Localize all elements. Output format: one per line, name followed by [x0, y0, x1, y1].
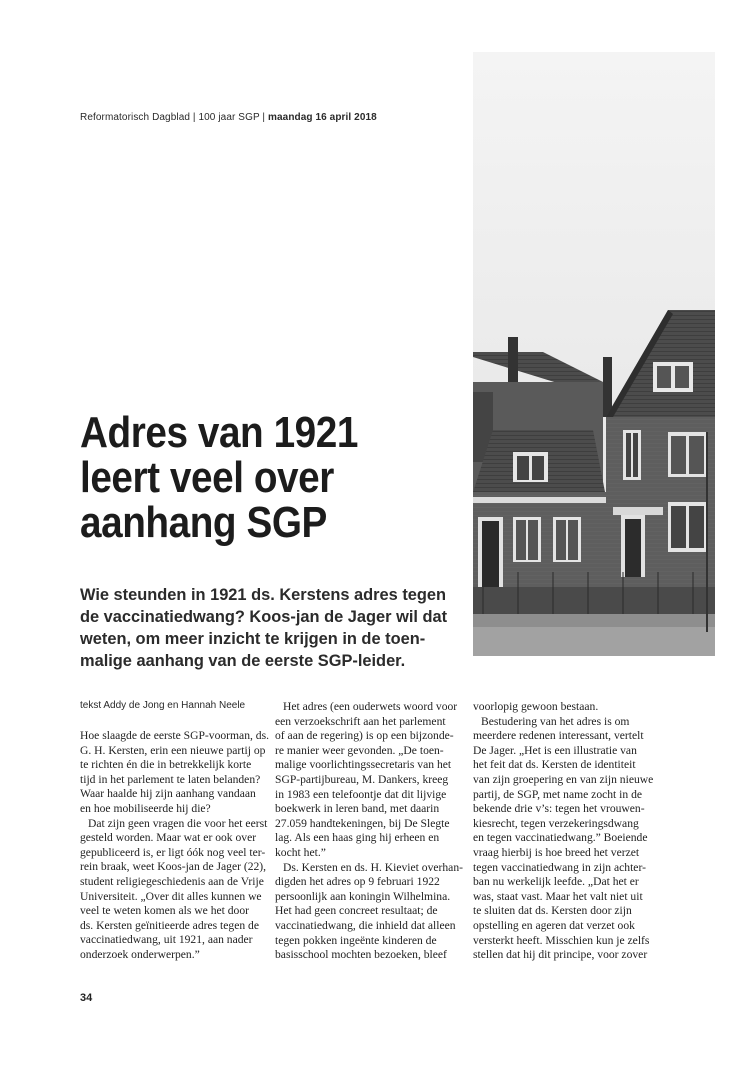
body-line: opstelling en ageren dat verzet ook	[473, 918, 635, 932]
body-line: De Jager. „Het is een illustratie van	[473, 743, 637, 757]
article-photo-houses	[473, 52, 715, 656]
body-column-1	[80, 729, 269, 963]
intro-line: malige aanhang van de eerste SGP-leider.	[80, 652, 406, 670]
body-line: digden het adres op 9 februari 1922	[275, 875, 440, 889]
body-line: vaccinatiedwang, die inhield dat alleen	[275, 918, 456, 932]
body-line: ban nu werkelijk leefde. „Dat het er	[473, 875, 639, 889]
body-line: vaccinatiedwang, uit 1921, aan nader	[80, 933, 253, 947]
body-line: onderzoek onderwerpen.”	[80, 947, 200, 961]
page-number: 34	[80, 992, 93, 1004]
body-line: malige voorlichtingssecretaris van het	[275, 758, 452, 772]
body-line: ds. Kersten geïnitieerde adres tegen de	[80, 918, 259, 932]
body-line: re manier weer gevonden. „De toen-	[275, 743, 444, 757]
body-line: kocht het.”	[275, 845, 326, 859]
running-head	[80, 112, 460, 123]
body-line: van zijn groepering en van zijn nieuwe	[473, 772, 654, 786]
body-line: rein braak, weet Koos-jan de Jager (22),	[80, 860, 267, 874]
body-line: te sluiten dat ds. Kersten door zijn	[473, 904, 632, 918]
body-line: tegen pokken ingeënte kinderen de	[275, 933, 437, 947]
body-line: was, staat vast. Maar het valt niet uit	[473, 889, 643, 903]
issue-date: maandag 16 april 2018	[268, 112, 377, 123]
body-line: het feit dat ds. Kersten de identiteit	[473, 758, 636, 772]
intro-line: weten, om meer inzicht te krijgen in de toen-	[80, 630, 426, 648]
body-line: versterkt heeft. Misschien kun je zelfs	[473, 933, 650, 947]
body-line: partij, de SGP, met name zocht in de	[473, 787, 643, 801]
body-line: een verzoekschrift aan het parlement	[275, 714, 446, 728]
body-line: vraag hierbij is hoe breed het verzet	[473, 845, 640, 859]
headline-line: Adres van 1921	[80, 408, 358, 457]
intro-line: Wie steunden in 1921 ds. Kerstens adres tegen	[80, 586, 447, 604]
body-line: en hoe mobiliseerde hij die?	[80, 801, 211, 815]
body-column-2	[275, 700, 463, 963]
body-line: veel te weten komen als we het door	[80, 904, 250, 918]
intro-line: de vaccinatiedwang? Koos-jan de Jager wil dat	[80, 608, 448, 626]
body-line: persoonlijk aan koningin Wilhelmina.	[275, 889, 451, 903]
body-line: tijd in het parlement te laten belanden?	[80, 772, 261, 786]
body-line: meerdere redenen interessant, vertelt	[473, 729, 644, 743]
body-line: te richten én die in betrekkelijk korte	[80, 758, 252, 772]
body-line: stellen dat hij dit principe, voor zover	[473, 948, 648, 962]
headline-line: leert veel over	[80, 453, 334, 502]
body-line: Dat zijn geen vragen die voor het eerst	[88, 816, 268, 830]
body-line: kiesrecht, tegen verzekeringsdwang	[473, 816, 639, 830]
body-line: basisschool mochten bezoeken, bleef	[275, 948, 447, 962]
body-line: of aan de regering) is op een bijzonde-	[275, 729, 454, 743]
body-line: boekwerk in leren band, met daarin	[275, 802, 440, 816]
body-line: lag. Als een haas ging hij erheen en	[275, 831, 440, 845]
body-line: en tegen vaccinatiedwang.” Boeiende	[473, 831, 648, 845]
body-line: gesteld worden. Maar wat er ook over	[80, 831, 257, 845]
body-line: Hoe slaagde de eerste SGP-voorman, ds.	[80, 729, 269, 742]
body-line: Universiteit. „Over dit alles kunnen we	[80, 889, 262, 903]
body-line: gepubliceerd is, er ligt óók nog veel ter-	[80, 845, 266, 859]
body-line: SGP-partijbureau, M. Dankers, kreeg	[275, 772, 449, 786]
headline-line: aanhang SGP	[80, 498, 327, 547]
body-line: Ds. Kersten en ds. H. Kieviet overhan-	[283, 860, 463, 874]
article-intro	[80, 584, 475, 672]
body-line: student religiegeschiedenis aan de Vrije	[80, 874, 264, 888]
body-line: tegen vaccinatiedwang in zijn achter-	[473, 860, 646, 874]
body-line: Het adres (een ouderwets woord voor	[283, 700, 458, 713]
body-line: G. H. Kersten, erin een nieuwe partij op	[80, 743, 266, 757]
body-line: Waar haalde hij zijn aanhang vandaan	[80, 787, 256, 801]
body-line: voorlopig gewoon bestaan.	[473, 700, 599, 713]
body-line: 27.059 handtekeningen, bij De Slegte	[275, 816, 450, 830]
body-line: in 1983 een telefoontje dat dit lijvige	[275, 787, 447, 801]
body-line: bekende drie v’s: tegen het vrouwen-	[473, 802, 645, 816]
byline: tekst Addy de Jong en Hannah Neele	[80, 700, 246, 711]
publication-name: Reformatorisch Dagblad | 100 jaar SGP |	[80, 112, 268, 123]
body-line: Bestudering van het adres is om	[481, 714, 630, 728]
body-line: Het had geen concreet resultaat; de	[275, 904, 438, 918]
body-column-3	[473, 700, 718, 963]
article-headline	[80, 410, 414, 545]
